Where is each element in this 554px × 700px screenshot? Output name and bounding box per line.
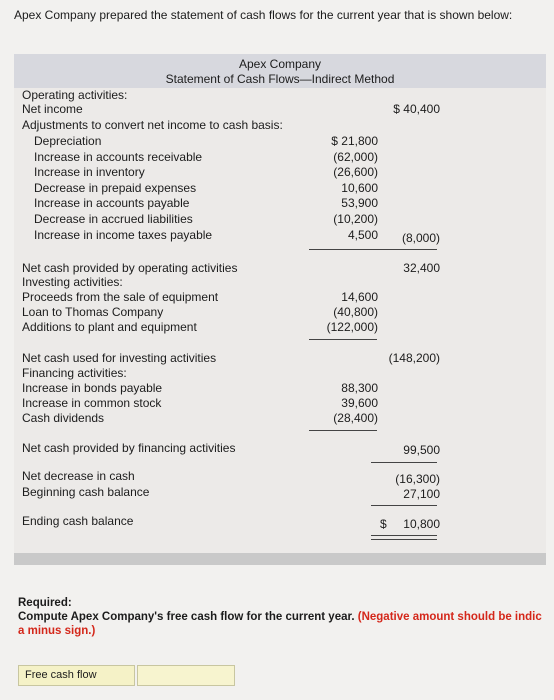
adjustment-label: Increase in accounts payable — [34, 196, 190, 210]
adjustment-value: $ 21,800 — [331, 134, 378, 148]
free-cash-flow-input[interactable] — [137, 665, 235, 686]
net-decrease-value: (16,300) — [395, 472, 440, 486]
adjustment-label: Increase in accounts receivable — [34, 150, 203, 164]
financing-value: (28,400) — [333, 411, 378, 425]
adjustment-label: Increase in income taxes payable — [34, 228, 213, 242]
statement-title: Statement of Cash Flows—Indirect Method — [165, 72, 395, 86]
adjustment-value: (26,600) — [333, 165, 378, 179]
statement-footer-band — [14, 553, 546, 565]
investing-value: 14,600 — [341, 290, 378, 304]
adjustment-label: Depreciation — [34, 134, 102, 148]
required-heading: Required: — [18, 597, 72, 609]
subtotal-rule — [309, 430, 377, 431]
net-operating-value: 32,400 — [403, 261, 440, 275]
net-investing-value: (148,200) — [388, 351, 440, 365]
adjustment-value: 53,900 — [341, 196, 378, 210]
subtotal-rule — [371, 462, 437, 463]
beginning-balance-value: 27,100 — [403, 487, 440, 501]
adjustments-total: (8,000) — [401, 231, 440, 245]
required-text — [18, 611, 542, 623]
adjustments-heading: Adjustments to convert net income to cash basis: — [22, 118, 283, 132]
adjustment-label: Increase in inventory — [34, 165, 145, 179]
financing-label: Increase in common stock — [22, 396, 162, 410]
adjustment-label: Decrease in prepaid expenses — [34, 181, 197, 195]
net-income-value: $ 40,400 — [393, 102, 440, 116]
subtotal-rule — [371, 505, 437, 506]
double-rule-top — [371, 535, 437, 536]
investing-heading: Investing activities: — [22, 275, 123, 289]
net-decrease-label: Net decrease in cash — [22, 469, 135, 483]
net-income-label: Net income — [22, 102, 83, 116]
investing-label: Additions to plant and equipment — [22, 320, 197, 334]
investing-value: (40,800) — [333, 305, 378, 319]
investing-value: (122,000) — [326, 320, 378, 334]
double-rule-bottom — [371, 539, 437, 540]
operating-heading: Operating activities: — [22, 88, 128, 102]
required-question: Compute Apex Company's free cash flow for the current year. — [18, 611, 355, 623]
net-investing-label: Net cash used for investing activities — [22, 351, 217, 365]
adjustment-value: 4,500 — [347, 228, 378, 242]
net-operating-label: Net cash provided by operating activities — [22, 261, 238, 275]
investing-label: Proceeds from the sale of equipment — [22, 290, 219, 304]
financing-label: Increase in bonds payable — [22, 381, 163, 395]
free-cash-flow-label: Free cash flow — [18, 665, 135, 686]
ending-dollar-sign: $ — [380, 517, 387, 531]
ending-balance-value: 10,800 — [403, 517, 440, 531]
net-financing-label: Net cash provided by financing activities — [22, 441, 236, 455]
financing-heading: Financing activities: — [22, 366, 127, 380]
adjustment-label: Decrease in accrued liabilities — [34, 212, 193, 226]
beginning-balance-label: Beginning cash balance — [22, 485, 150, 499]
subtotal-rule — [309, 339, 377, 340]
net-financing-value: 99,500 — [403, 443, 440, 457]
financing-value: 88,300 — [341, 381, 378, 395]
subtotal-rule — [309, 249, 437, 250]
financing-label: Cash dividends — [22, 411, 105, 425]
investing-label: Loan to Thomas Company — [22, 305, 164, 319]
required-note: (Negative amount should be indic — [357, 611, 542, 623]
adjustment-value: (62,000) — [333, 150, 378, 164]
adjustment-value: 10,600 — [341, 181, 378, 195]
adjustment-value: (10,200) — [333, 212, 378, 226]
required-note-continued: a minus sign.) — [18, 625, 96, 637]
company-name: Apex Company — [238, 57, 322, 71]
intro-text: Apex Company prepared the statement of cash flows for the current year that is shown below: — [14, 8, 513, 22]
financing-value: 39,600 — [341, 396, 378, 410]
statement-header — [14, 54, 546, 88]
ending-balance-label: Ending cash balance — [22, 514, 134, 528]
